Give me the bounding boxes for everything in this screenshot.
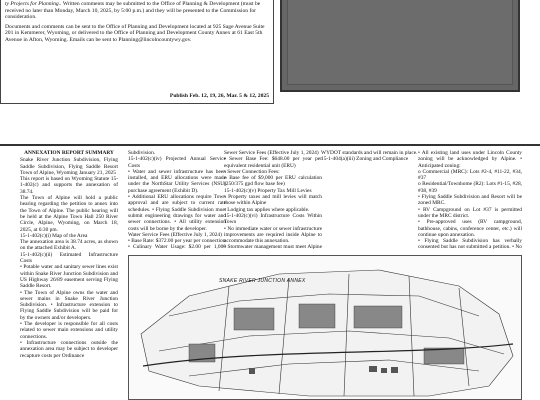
paragraph: The annexation area is 38.74 acres, as shown on the attached Exhibit A. bbox=[20, 239, 118, 252]
paragraph: 15-1-402(c)(v) Property Tax Mill Levies bbox=[224, 187, 312, 194]
paragraph: 15-1-402(c)(vi) Infrastructure Costs Within Town bbox=[224, 212, 322, 226]
column-4 bbox=[321, 150, 419, 251]
paragraph: • Additional ERU allocations require Town approval and are subject to current rate schedules. • Flying Saddle Subdivision must submit engineering drawings for water and sewer connections. • All utility extension costs will be borne by the developer. bbox=[128, 194, 226, 232]
paragraph: • Lodging tax applies where applicable. bbox=[224, 206, 310, 213]
advertisement-block bbox=[280, 0, 520, 92]
paragraph: o Commercial (MRC): Lots #2-4, #11-22, #34, #37 bbox=[418, 168, 522, 182]
paragraph: • Pre-approved uses (RV campground, bathhouse, cabins, conference center, etc.) will continue upon annexation. bbox=[418, 219, 522, 238]
report-title: ANNEXATION REPORT SUMMARY bbox=[24, 150, 114, 156]
report-subtitle: Snake River Junction Subdivision, Flying Saddle Subdivision, Flying Saddle Resort Town of Alpine, Wyoming January 21, 2025 bbox=[20, 157, 118, 176]
advertisement-inner bbox=[287, 0, 513, 85]
paragraph: • Base Rate: $372.00 per year per connection bbox=[128, 238, 226, 245]
map-title: SNAKE RIVER JUNCTION ANNEX bbox=[219, 278, 306, 284]
paragraph: 15-1-402(c)(ii) Estimated Infrastructure Costs bbox=[20, 251, 118, 265]
paragraph: 15-1-404(a)(iii) Zoning and Compliance bbox=[321, 156, 409, 163]
paragraph: • All existing land uses under Lincoln County zoning will be acknowledged by Alpine. • Anticipated zoning: bbox=[418, 150, 522, 169]
paragraph: • Stormwater management must meet Alpine bbox=[224, 244, 322, 251]
paragraph: • The Town of Alpine owns the water and sewer mains in Snake River Junction Subdivision. • Infrastructure extension to Flying Saddle Subdivision will be paid for by the owners and/or developers. bbox=[20, 289, 118, 321]
paragraph: • RV Campground on Lot #37 is permitted under the MRC district. bbox=[418, 206, 522, 219]
paragraph: • Flying Saddle Subdivision has verbally consented but has not submitted a petition. • No bbox=[418, 238, 522, 251]
column-5 bbox=[418, 150, 522, 251]
notice-documents-text: Documents and comments can be sent to the Office of Planning and Development located at 925 Sage Avenue Suite 201 in Kemmerer, Wyoming, or delivered to the Office of Planning and Development County Annex at 61 East 5th Avenue in Afton, Wyoming. Emails can be sent to Planning@lincolncountywy.gov. bbox=[5, 23, 265, 43]
paragraph: • Culinary Water Usage: $2.00 per 1,000 bbox=[128, 244, 226, 251]
publication-dates: Publish Feb. 12, 19, 26, Mar. 5 & 12, 2025 bbox=[169, 93, 269, 100]
paragraph: This report is based on Wyoming Statute 15-1-402(c) and supports the annexation of 38.74. bbox=[20, 176, 118, 195]
annexation-map-drawing bbox=[129, 256, 522, 400]
paragraph: 15-1-402(c)(iv) Projected Annual Service Costs bbox=[128, 156, 226, 169]
column-5-body bbox=[418, 150, 522, 251]
paragraph: • No immediate water or sewer infrastructure improvements are required inside Alpine to accommodate this annexation. bbox=[224, 225, 322, 245]
column-2 bbox=[128, 150, 226, 251]
paragraph: • Property taxes and mill levies will match those within Alpine bbox=[224, 194, 322, 207]
paragraph: WYDOT standards and will remain in place. bbox=[321, 150, 418, 156]
column-2-body bbox=[128, 150, 226, 251]
annexation-map bbox=[128, 255, 522, 400]
paragraph: • Flying Saddle Subdivision and Resort will be zoned MRC. bbox=[418, 194, 522, 207]
paragraph: • Potable water and sanitary sewer lines exist within Snake River Junction Subdivision and US Highway 26/89 easement serving Flying Saddle Resort. bbox=[20, 264, 118, 290]
column-1 bbox=[20, 150, 118, 400]
paragraph: 15-1-402(c)(i) Map of the Area bbox=[20, 232, 88, 239]
paragraph: o Residential/Townhome (R2): Lots #1-15, #28, #38, #39 bbox=[418, 181, 522, 194]
notice-text bbox=[5, 1, 269, 21]
paragraph: • The developer is responsible for all costs related to sewer main extensions and utility connections. bbox=[20, 321, 118, 340]
column-1-body bbox=[20, 176, 118, 359]
paragraph: • Sewer Base Fee: $648.00 per year per equivalent residential unit (ERU) bbox=[224, 156, 322, 169]
section-divider bbox=[0, 144, 540, 146]
column-3-body bbox=[224, 150, 322, 251]
paragraph: Sewer Service Fees (Effective July 1, 2024) bbox=[224, 150, 319, 156]
paragraph: • Infrastructure connections outside the annexation area may be subject to developer recapture costs per Ordinance bbox=[20, 339, 118, 359]
legal-notice-box bbox=[0, 0, 274, 104]
paragraph: The Town of Alpine will hold a public hearing regarding the petition to annex into the Town of Alpine. The public hearing will be held at the Alpine Town Hall 250 River Circle, Alpine, Wyoming, on March 18, 2025, at 6:30 pm. bbox=[20, 195, 118, 233]
paragraph: Subdivision. bbox=[128, 150, 156, 156]
paragraph: • Water and sewer infrastructure has been installed, and ERU allocations were made under the NorthStar Utility Services (NSU) purchase agreement (Exhibit D). bbox=[128, 168, 226, 194]
paragraph: Water Service Fees (Effective July 1, 2024) bbox=[128, 231, 222, 238]
column-3 bbox=[224, 150, 322, 251]
column-4-body bbox=[321, 150, 419, 163]
notice-comments-text: Written comments may be submitted to the Office of Planning & Development (must be received no later than Monday, March 10, 2025, by 5:00 p.m.) and they will be presented to the Commission for consideration. bbox=[5, 1, 261, 21]
paragraph: o Base fee of $9,000 per ERU calculation (250/375 gpd flow base fee) bbox=[224, 175, 322, 188]
paragraph: • Sewer Connection Fees: bbox=[224, 168, 280, 175]
notice-italic-fragment: ty Projects for Planning.. bbox=[5, 1, 62, 7]
